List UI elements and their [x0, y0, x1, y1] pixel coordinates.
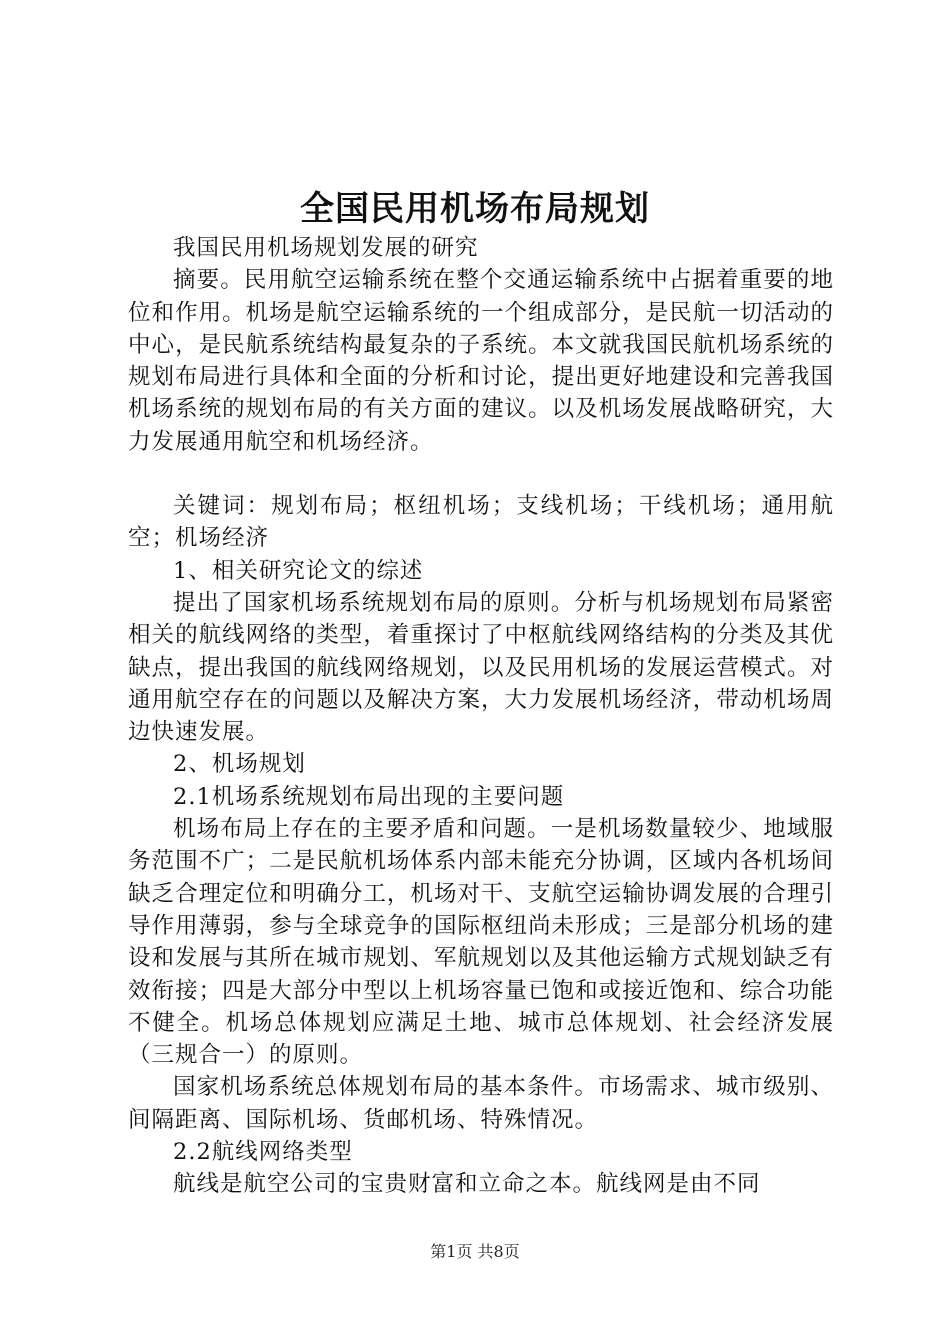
keywords-paragraph: 关键词：规划布局；枢纽机场；支线机场；干线机场；通用航空；机场经济 — [128, 493, 834, 552]
subsection-heading-2-2: 2.2航线网络类型 — [173, 1139, 353, 1166]
page-number-footer: 第1页 共8页 — [430, 1242, 520, 1261]
body-paragraph: 提出了国家机场系统规划布局的原则。分析与机场规划布局紧密相关的航线网络的类型，着重探讨了中枢航线网络结构的分类及其优缺点，提出我国的航线网络规划，以及民用机场的发展运营模式。对通用航空存在的问题以及解决方案，大力发展机场经济，带动机场周边快速发展。 — [128, 589, 834, 746]
section-heading-2: 2、机场规划 — [173, 751, 306, 778]
subsection-heading-2-1: 2.1机场系统规划布局出现的主要问题 — [173, 783, 565, 810]
abstract-paragraph: 摘要。民用航空运输系统在整个交通运输系统中占据着重要的地位和作用。机场是航空运输系统的一个组成部分，是民航一切活动的中心，是民航系统结构最复杂的子系统。本文就我国民航机场系统的规划布局进行具体和全面的分析和讨论，提出更好地建设和完善我国机场系统的规划布局的有关方面的建议。以及机场发展战略研究，大力发展通用航空和机场经济。 — [128, 267, 834, 455]
paper-subtitle: 我国民用机场规划发展的研究 — [173, 235, 479, 261]
section-heading-1: 1、相关研究论文的综述 — [173, 557, 424, 584]
body-paragraph: 机场布局上存在的主要矛盾和问题。一是机场数量较少、地域服务范围不广；二是民航机场体系内部未能充分协调，区域内各机场间缺乏合理定位和明确分工，机场对干、支航空运输协调发展的合理引导作用薄弱，参与全球竞争的国际枢纽尚未形成；三是部分机场的建设和发展与其所在城市规划、军航规划以及其他运输方式规划缺乏有效衔接；四是大部分中型以上机场容量已饱和或接近饱和、综合功能不健全。机场总体规划应满足土地、城市总体规划、社会经济发展（三规合一）的原则。 — [128, 816, 834, 1069]
document-title: 全国民用机场布局规划 — [300, 189, 650, 229]
body-paragraph: 国家机场系统总体规划布局的基本条件。市场需求、城市级别、间隔距离、国际机场、货邮机场、特殊情况。 — [128, 1074, 834, 1133]
document-body — [128, 232, 834, 1201]
body-paragraph: 航线是航空公司的宝贵财富和立命之本。航线网是由不同 — [173, 1171, 761, 1198]
